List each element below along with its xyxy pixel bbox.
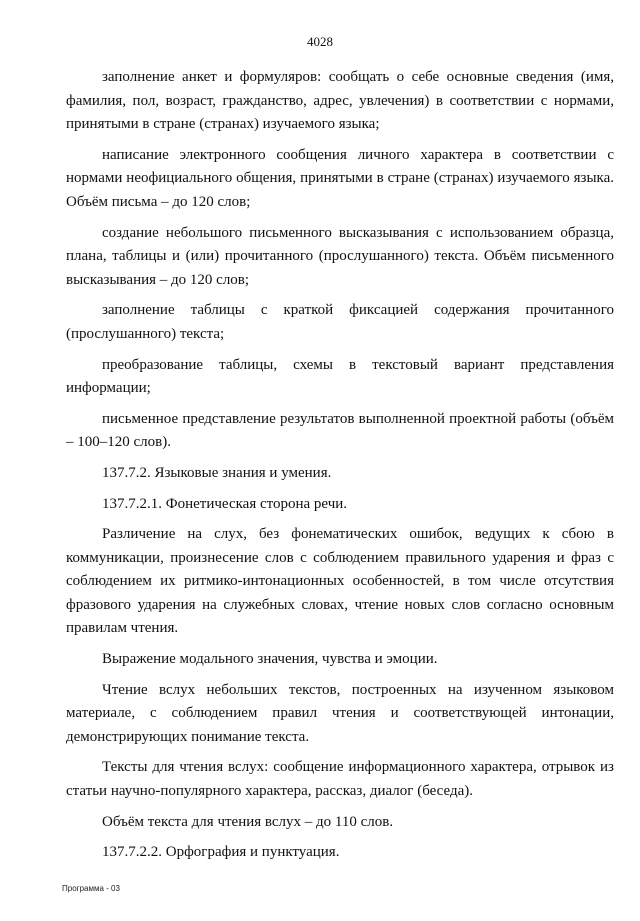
section-heading-phonetics: 137.7.2.1. Фонетическая сторона речи.: [102, 495, 348, 512]
paragraph-project-results: письменное представление результатов выполненной проектной работы (объём – 100–120 слов).: [66, 410, 614, 451]
paragraph-discrimination: Различение на слух, без фонематических ошибок, ведущих к сбою в коммуникации, произнесение слов с соблюдением правильного ударения и фраз с соблюдением их ритмико-интонационных особенностей, в том числе отсутствия фразового ударения на служебных словах, чтение новых слов согласно основным правилам чтения.: [66, 526, 614, 637]
footer-label: Программа - 03: [62, 884, 120, 893]
paragraph-written-statement: создание небольшого письменного высказывания с использованием образца, плана, таблицы и (или) прочитанного (прослушанного) текста. Объём письменного высказывания – до 120 слов;: [66, 224, 614, 288]
page-number: 4028: [307, 34, 333, 49]
paragraph-table-conversion: преобразование таблицы, схемы в текстовый вариант представления информации;: [66, 356, 614, 397]
paragraph-email: написание электронного сообщения личного характера в соответствии с нормами неофициального общения, принятыми в стране (странах) изучаемого языка. Объём письма – до 120 слов;: [66, 146, 614, 210]
paragraph-reading-aloud: Чтение вслух небольших текстов, построенных на изученном языковом материале, с соблюдением правил чтения и соответствующей интонации, демонстрирующих понимание текста.: [66, 681, 614, 745]
section-heading-language-skills: 137.7.2. Языковые знания и умения.: [102, 464, 332, 481]
paragraph-text-volume: Объём текста для чтения вслух – до 110 слов.: [102, 813, 394, 830]
document-body: [66, 66, 614, 872]
paragraph-forms: заполнение анкет и формуляров: сообщать о себе основные сведения (имя, фамилия, пол, возраст, гражданство, адрес, увлечения) в соответствии с нормами, принятыми в стране (странах) изучаемого языка;: [66, 69, 614, 133]
paragraph-table-filling: заполнение таблицы с краткой фиксацией содержания прочитанного (прослушанного) текста;: [66, 302, 614, 342]
paragraph-texts-for-reading: Тексты для чтения вслух: сообщение информационного характера, отрывок из статьи научно-популярного характера, рассказ, диалог (беседа).: [66, 759, 614, 800]
paragraph-modality: Выражение модального значения, чувства и эмоции.: [102, 651, 438, 668]
section-heading-orthography: 137.7.2.2. Орфография и пунктуация.: [102, 844, 340, 861]
